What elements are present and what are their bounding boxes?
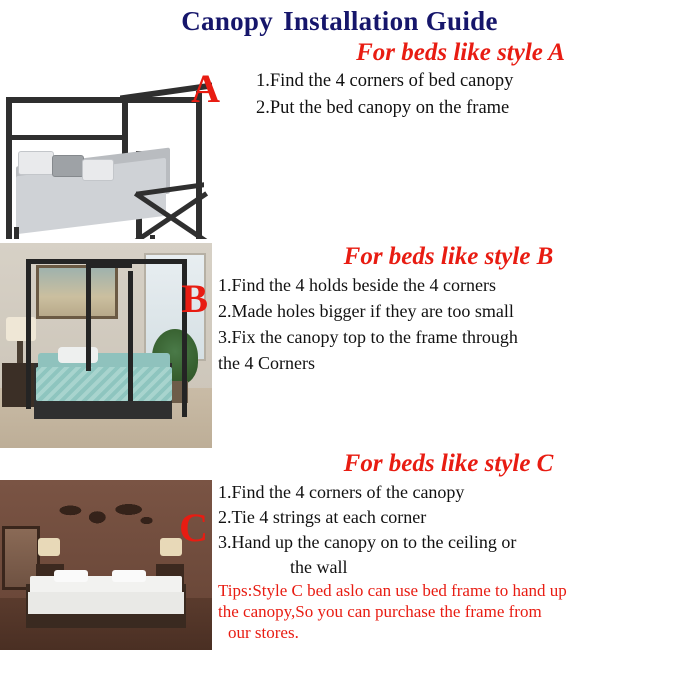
style-a-step-1: 1.Find the 4 corners of bed canopy bbox=[256, 71, 514, 92]
style-c-text bbox=[212, 450, 679, 644]
section-style-b bbox=[0, 243, 679, 448]
style-c-step-3-cont: the wall bbox=[290, 557, 348, 578]
style-b-step-3-cont: the 4 Corners bbox=[218, 353, 315, 374]
style-b-step-1: 1.Find the 4 holds beside the 4 corners bbox=[218, 275, 496, 296]
style-b-text bbox=[212, 243, 679, 379]
style-badge-c: C bbox=[179, 504, 208, 550]
style-c-tips-line-2: the canopy,So you can purchase the frame from bbox=[218, 602, 542, 622]
style-a-heading: For beds like style A bbox=[356, 38, 565, 66]
style-c-tips-line-1: Tips:Style C bed aslo can use bed frame to hand up bbox=[218, 581, 567, 601]
style-c-step-1: 1.Find the 4 corners of the canopy bbox=[218, 482, 465, 503]
style-badge-b: B bbox=[181, 275, 208, 321]
style-c-tips-line-3: our stores. bbox=[228, 622, 299, 642]
page-title-part2: Installation Guide bbox=[283, 6, 498, 36]
style-c-heading: For beds like style C bbox=[343, 449, 554, 477]
section-style-a bbox=[0, 39, 679, 239]
section-style-c bbox=[0, 450, 679, 650]
style-b-step-3: 3.Fix the canopy top to the frame through bbox=[218, 327, 518, 348]
style-c-step-3: 3.Hand up the canopy on to the ceiling or bbox=[218, 532, 517, 553]
style-b-heading: For beds like style B bbox=[343, 242, 554, 270]
style-a-text bbox=[236, 39, 679, 124]
canopy-bed-style-b-photo bbox=[0, 243, 212, 448]
style-c-tips bbox=[218, 581, 679, 643]
page-title bbox=[0, 0, 679, 39]
style-c-step-2: 2.Tie 4 strings at each corner bbox=[218, 507, 427, 528]
style-badge-a: A bbox=[191, 65, 220, 111]
style-b-step-2: 2.Made holes bigger if they are too small bbox=[218, 301, 514, 322]
style-a-step-2: 2.Put the bed canopy on the frame bbox=[256, 97, 510, 118]
canopy-bed-style-a-illustration bbox=[0, 39, 236, 239]
page-title-part1: Canopy bbox=[181, 6, 274, 36]
